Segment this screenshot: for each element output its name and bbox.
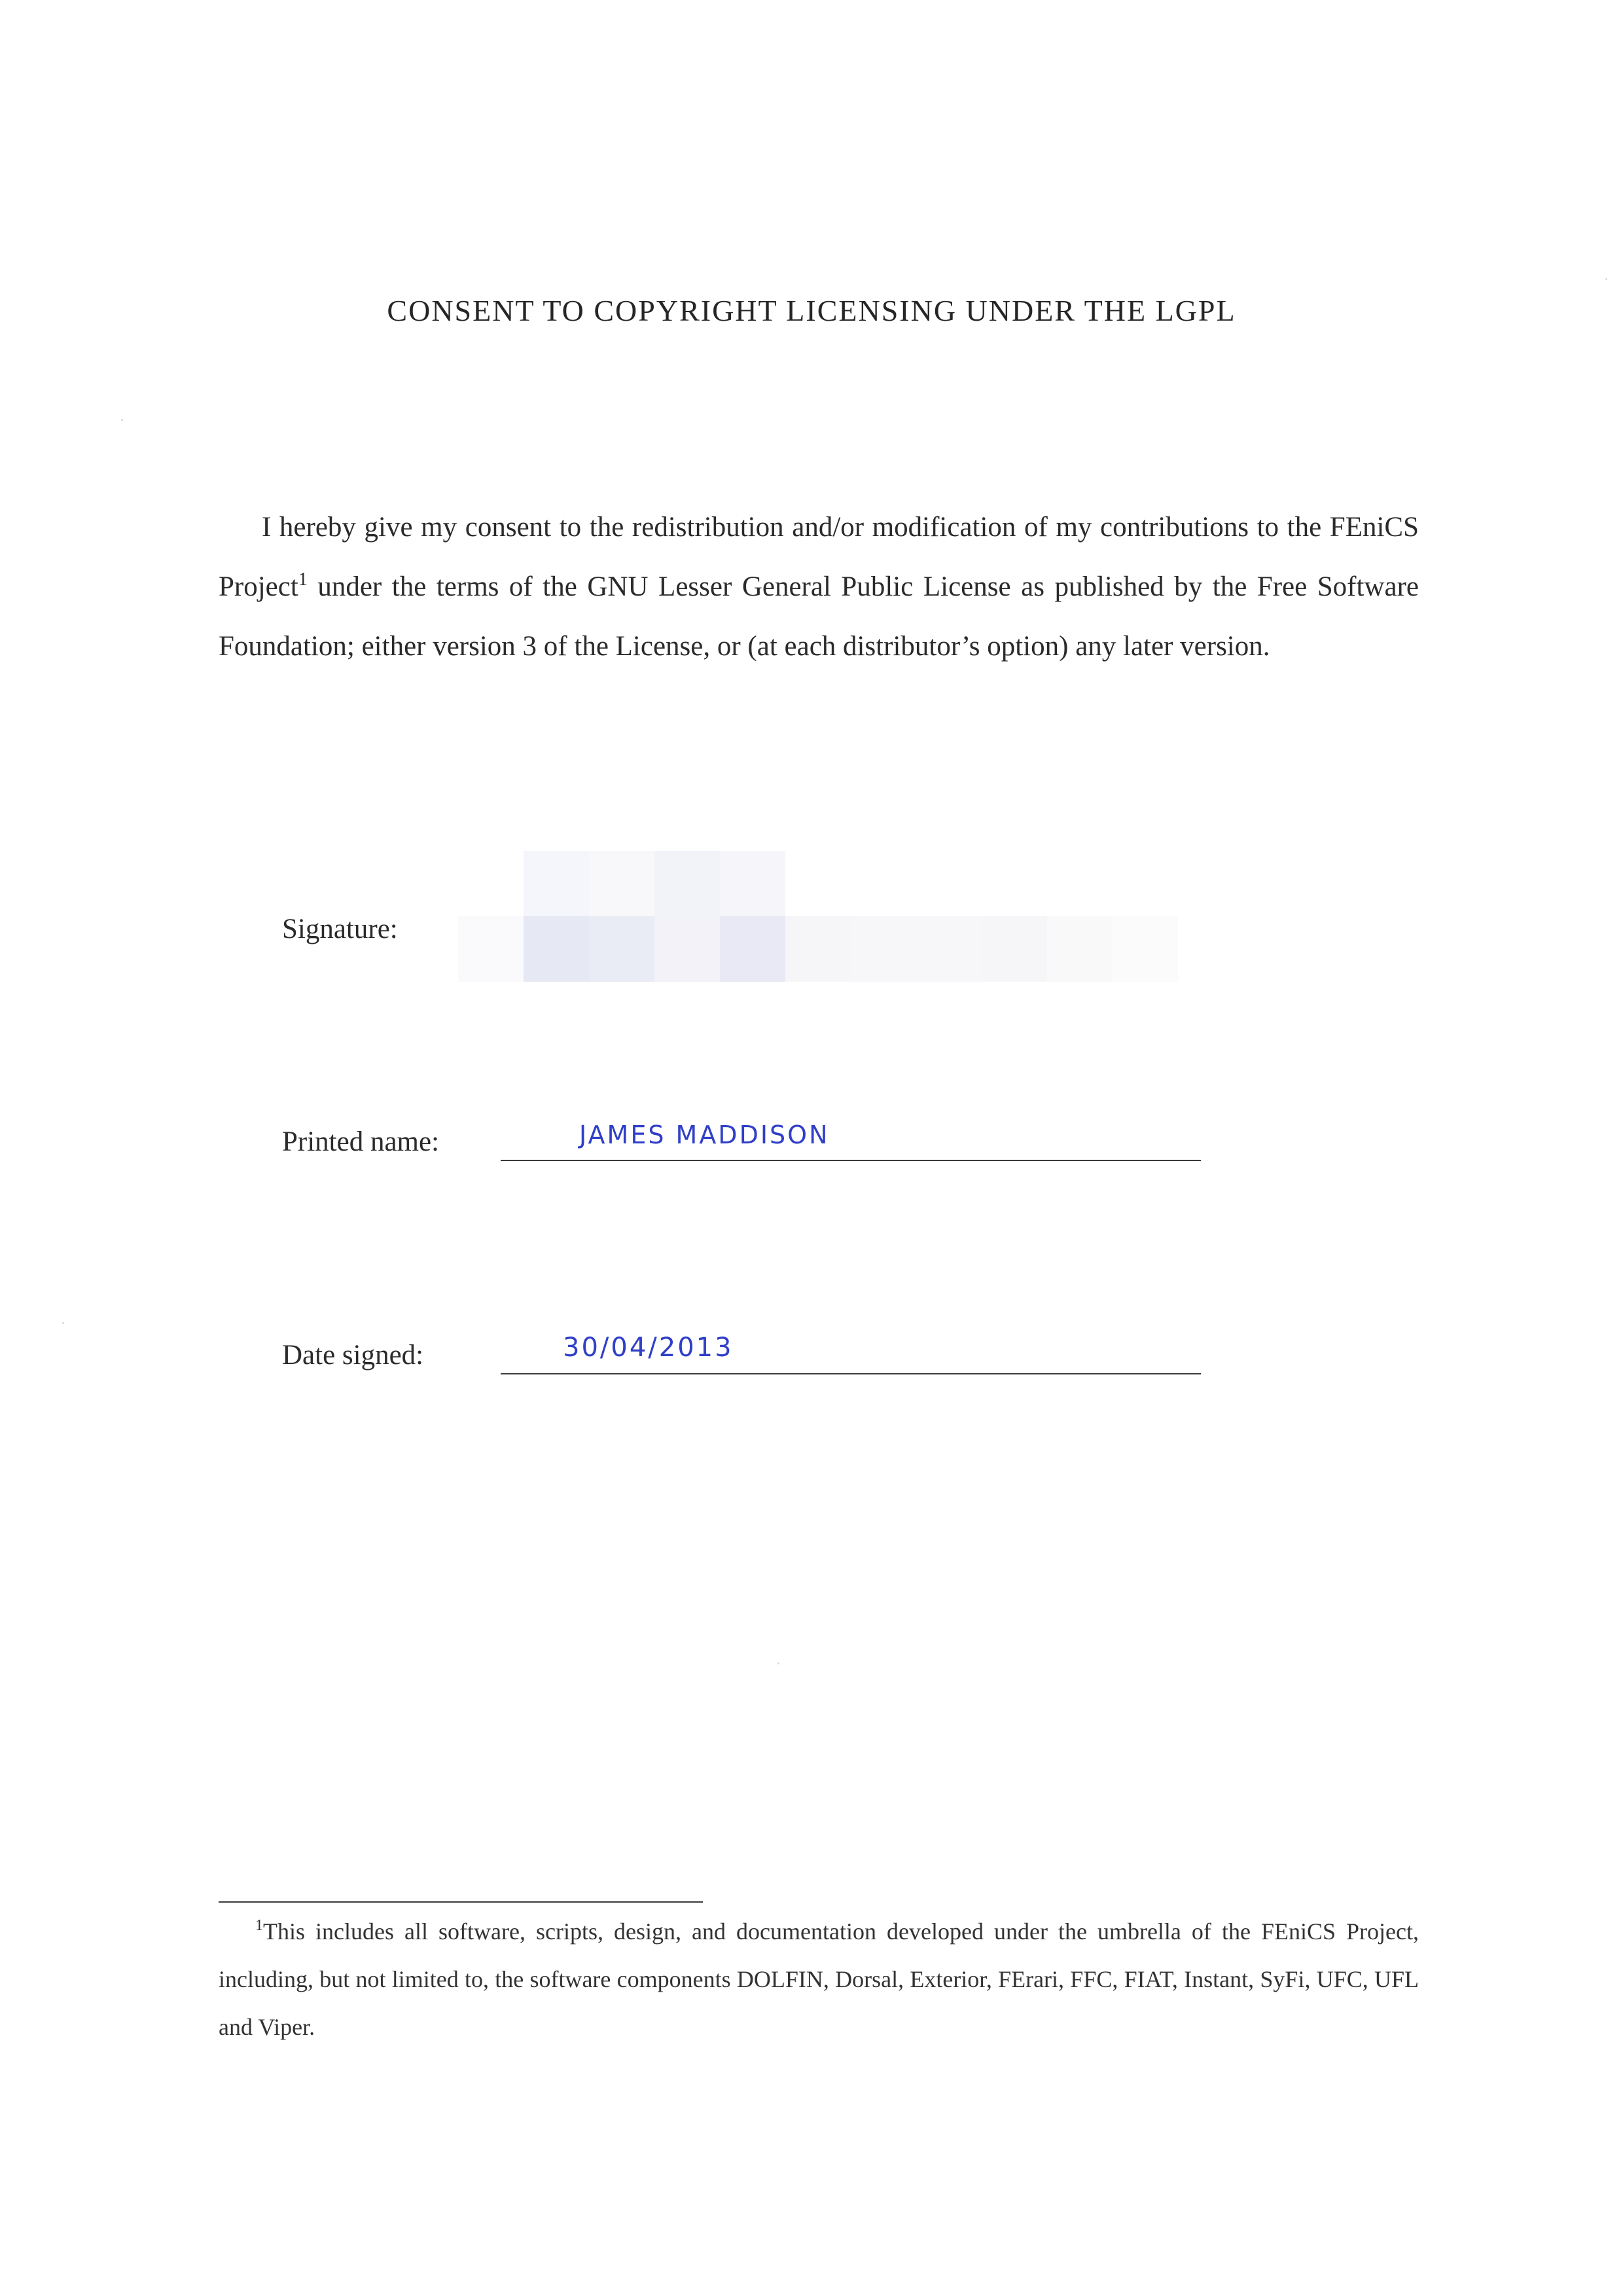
printed-name-line [501, 1160, 1201, 1161]
date-signed-value: 30/04/2013 [563, 1333, 734, 1363]
redacted-signature [458, 851, 1243, 982]
footnote-marker: 1 [255, 1917, 263, 1934]
printed-name-value: JAMES MADDISON [579, 1121, 830, 1149]
consent-paragraph [219, 497, 1419, 676]
footnote [219, 1908, 1419, 2051]
signature-label: Signature: [282, 914, 398, 944]
footnote-rule [219, 1901, 703, 1903]
paragraph-text-part2: under the terms of the GNU Lesser General Public License as published by the Free Software Foundation; either version 3 of the License, or (at each distributor’s option) any later version. [219, 571, 1419, 662]
footnote-text: This includes all software, scripts, design, and documentation developed under the umbrella of the FEniCS Project, including, but not limited to, the software components DOLFIN, Dorsal, Exterior, FErari, FFC, FIAT, Instant, SyFi, UFC, UFL and Viper. [219, 1918, 1419, 2040]
scan-speck [121, 419, 123, 421]
scan-speck [777, 1662, 779, 1664]
scan-speck [1605, 278, 1607, 280]
printed-name-label: Printed name: [282, 1126, 440, 1157]
paragraph-text-part1: I hereby give my consent to the redistribution and/or modification of my contributions to the FEniCS Project [219, 512, 1419, 602]
document-title: CONSENT TO COPYRIGHT LICENSING UNDER THE LGPL [387, 294, 1236, 327]
date-signed-label: Date signed: [282, 1340, 424, 1371]
footnote-reference: 1 [298, 569, 308, 590]
scan-speck [62, 1322, 64, 1324]
date-signed-line [501, 1373, 1201, 1374]
